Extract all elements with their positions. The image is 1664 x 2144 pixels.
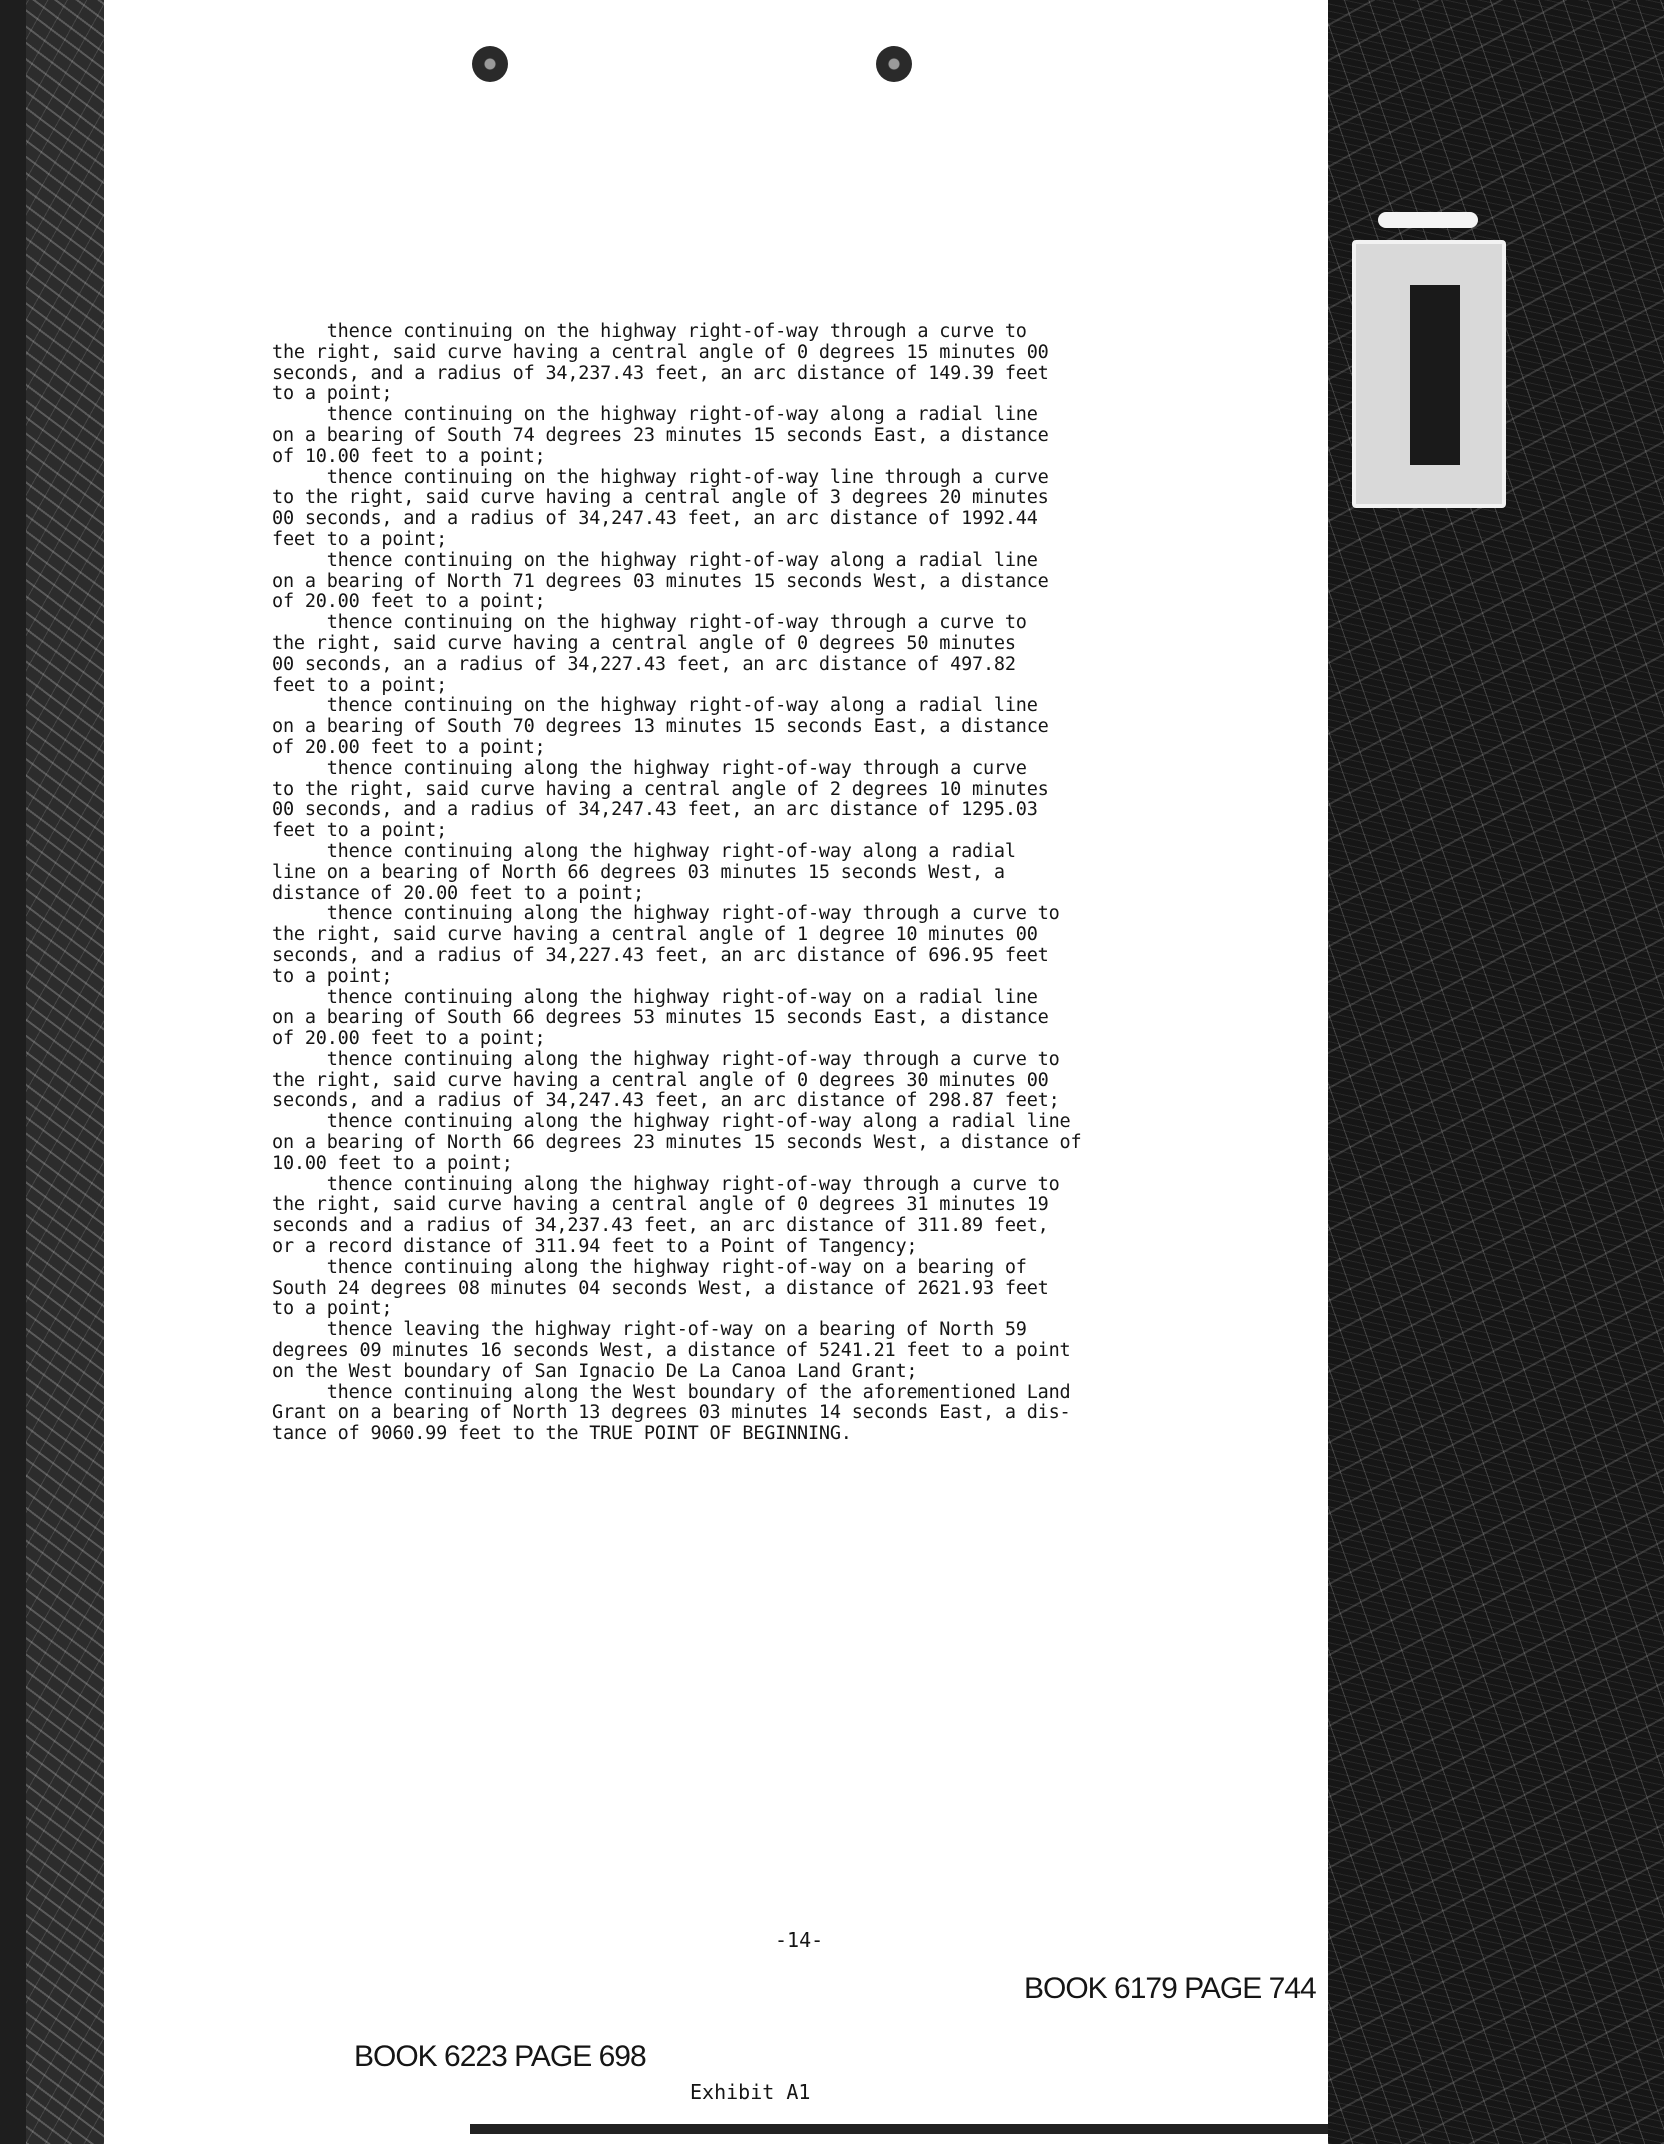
exhibit-label: Exhibit A1 (690, 2080, 811, 2104)
paragraph (272, 551, 1272, 613)
text-line: thence continuing along the highway right-of-way through a curve to (272, 903, 1060, 925)
text-line: thence continuing along the West boundary of the aforementioned Land (272, 1381, 1071, 1403)
text-line: of 20.00 feet to a point; (272, 1028, 546, 1050)
paragraph (272, 468, 1272, 551)
text-line: the right, said curve having a central angle of 0 degrees 50 minutes (272, 632, 1016, 654)
text-line: 10.00 feet to a point; (272, 1152, 513, 1174)
text-line: on a bearing of North 71 degrees 03 minutes 15 seconds West, a distance (272, 570, 1049, 592)
legal-description-text (272, 322, 1272, 1445)
paragraph (272, 1112, 1272, 1174)
text-line: the right, said curve having a central angle of 0 degrees 30 minutes 00 (272, 1069, 1049, 1091)
paragraph (272, 1383, 1272, 1445)
text-line: degrees 09 minutes 16 seconds West, a distance of 5241.21 feet to a point (272, 1340, 1071, 1362)
text-line: to the right, said curve having a central angle of 2 degrees 10 minutes (272, 778, 1049, 800)
text-line: thence continuing on the highway right-of-way through a curve to (272, 321, 1027, 342)
text-line: thence leaving the highway right-of-way on a bearing of North 59 (272, 1319, 1027, 1341)
text-line: the right, said curve having a central angle of 0 degrees 15 minutes 00 (272, 341, 1049, 363)
text-line: seconds, and a radius of 34,237.43 feet, an arc distance of 149.39 feet (272, 362, 1049, 384)
text-line: thence continuing along the highway right-of-way through a curve to (272, 1173, 1060, 1195)
text-line: on a bearing of South 66 degrees 53 minutes 15 seconds East, a distance (272, 1007, 1049, 1029)
text-line: distance of 20.00 feet to a point; (272, 882, 644, 904)
text-line: thence continuing on the highway right-of-way along a radial line (272, 549, 1038, 571)
paragraph (272, 1258, 1272, 1320)
text-line: feet to a point; (272, 820, 448, 842)
book-page-stamp-left: BOOK 6223 PAGE 698 (354, 2040, 646, 2073)
text-line: 00 seconds, and a radius of 34,247.43 feet, an arc distance of 1992.44 (272, 508, 1038, 530)
text-line: South 24 degrees 08 minutes 04 seconds West, a distance of 2621.93 feet (272, 1277, 1049, 1299)
text-line: seconds and a radius of 34,237.43 feet, an arc distance of 311.89 feet, (272, 1215, 1049, 1237)
text-line: line on a bearing of North 66 degrees 03 minutes 15 seconds West, a (272, 861, 1005, 883)
text-line: thence continuing along the highway right-of-way on a bearing of (272, 1256, 1027, 1278)
book-page-stamp-right: BOOK 6179 PAGE 744 (1024, 1972, 1316, 2005)
paragraph (272, 904, 1272, 987)
paragraph (272, 322, 1272, 405)
paragraph (272, 1175, 1272, 1258)
text-line: feet to a point; (272, 674, 448, 696)
text-line: thence continuing on the highway right-of-way through a curve to (272, 612, 1027, 634)
text-line: seconds, and a radius of 34,247.43 feet, an arc distance of 298.87 feet; (272, 1090, 1060, 1112)
paragraph (272, 988, 1272, 1050)
paragraph (272, 1320, 1272, 1382)
text-line: to a point; (272, 965, 393, 987)
text-line: thence continuing along the highway right-of-way on a radial line (272, 986, 1038, 1008)
text-line: to the right, said curve having a central angle of 3 degrees 20 minutes (272, 487, 1049, 509)
scan-bottom-edge (470, 2124, 1328, 2134)
text-line: of 20.00 feet to a point; (272, 736, 546, 758)
text-line: or a record distance of 311.94 feet to a Point of Tangency; (272, 1236, 918, 1258)
text-line: to a point; (272, 1298, 393, 1320)
text-line: to a point; (272, 383, 393, 405)
text-line: seconds, and a radius of 34,227.43 feet, an arc distance of 696.95 feet (272, 944, 1049, 966)
punch-hole-left-icon (472, 46, 508, 82)
page-number: -14- (775, 1928, 824, 1952)
text-line: on a bearing of South 70 degrees 13 minutes 15 seconds East, a distance (272, 716, 1049, 738)
text-line: thence continuing along the highway right-of-way along a radial line (272, 1111, 1071, 1133)
text-line: tance of 9060.99 feet to the TRUE POINT OF BEGINNING. (272, 1423, 852, 1445)
text-line: on a bearing of North 66 degrees 23 minutes 15 seconds West, a distance of (272, 1132, 1082, 1154)
text-line: the right, said curve having a central angle of 0 degrees 31 minutes 19 (272, 1194, 1049, 1216)
scan-left-border (26, 0, 104, 2144)
paragraph (272, 405, 1272, 467)
text-line: thence continuing on the highway right-of-way along a radial line (272, 695, 1038, 717)
text-line: Grant on a bearing of North 13 degrees 03 minutes 14 seconds East, a dis- (272, 1402, 1071, 1424)
text-line: of 20.00 feet to a point; (272, 591, 546, 613)
paragraph (272, 1050, 1272, 1112)
binder-tag-slot (1410, 285, 1460, 465)
text-line: thence continuing along the highway right-of-way along a radial (272, 840, 1016, 862)
text-line: thence continuing on the highway right-of-way along a radial line (272, 404, 1038, 426)
text-line: the right, said curve having a central angle of 1 degree 10 minutes 00 (272, 924, 1038, 946)
text-line: on a bearing of South 74 degrees 23 minutes 15 seconds East, a distance (272, 424, 1049, 446)
text-line: thence continuing along the highway right-of-way through a curve to (272, 1048, 1060, 1070)
binder-tag-clip (1378, 212, 1478, 228)
scan-left-edge (0, 0, 26, 2144)
text-line: of 10.00 feet to a point; (272, 445, 546, 467)
punch-hole-right-icon (876, 46, 912, 82)
paragraph (272, 759, 1272, 842)
text-line: 00 seconds, an a radius of 34,227.43 feet, an arc distance of 497.82 (272, 653, 1016, 675)
text-line: thence continuing along the highway right-of-way through a curve (272, 757, 1027, 779)
paragraph (272, 696, 1272, 758)
paragraph (272, 842, 1272, 904)
text-line: feet to a point; (272, 528, 448, 550)
text-line: 00 seconds, and a radius of 34,247.43 feet, an arc distance of 1295.03 (272, 799, 1038, 821)
text-line: thence continuing on the highway right-of-way line through a curve (272, 466, 1049, 488)
paragraph (272, 613, 1272, 696)
text-line: on the West boundary of San Ignacio De La Canoa Land Grant; (272, 1360, 918, 1382)
